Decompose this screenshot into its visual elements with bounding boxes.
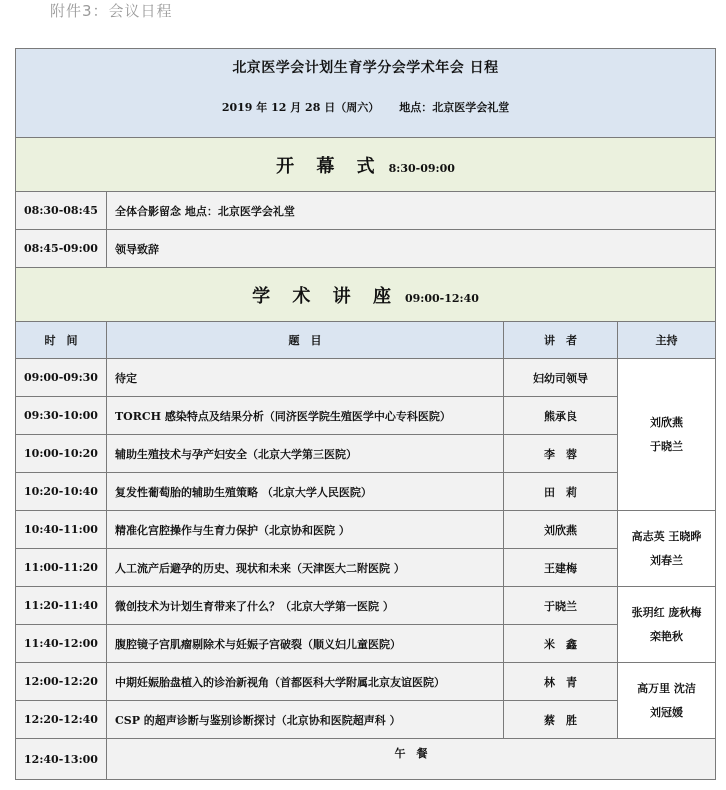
opening-row-text: 领导致辞 [107, 230, 716, 268]
annex-label: 附件3：会议日程 [50, 2, 173, 20]
session-speaker: 熊承良 [504, 397, 618, 435]
opening-row-2 [16, 230, 716, 268]
session-time: 09:30-10:00 [16, 397, 107, 435]
opening-row-1 [16, 192, 716, 230]
column-header-host: 主持 [618, 322, 716, 359]
session-time: 10:40-11:00 [16, 511, 107, 549]
table-row [16, 511, 716, 549]
session-time: 12:20-12:40 [16, 701, 107, 739]
session-time: 12:00-12:20 [16, 663, 107, 701]
session-speaker: 林 青 [504, 663, 618, 701]
host-line: 栾艳秋 [650, 629, 683, 643]
session-host-group-3 [618, 587, 716, 663]
table-row [16, 397, 716, 435]
session-topic: 待定 [107, 359, 504, 397]
session-speaker: 妇幼司领导 [504, 359, 618, 397]
opening-row-text: 全体合影留念 地点：北京医学会礼堂 [107, 192, 716, 230]
session-topic: 复发性葡萄胎的辅助生殖策略 （北京大学人民医院） [107, 473, 504, 511]
column-header-speaker: 讲 者 [504, 322, 618, 359]
session-speaker: 于晓兰 [504, 587, 618, 625]
session-time: 11:00-11:20 [16, 549, 107, 587]
table-row [16, 663, 716, 701]
lunch-time: 12:40-13:00 [16, 739, 107, 780]
session-topic: CSP 的超声诊断与鉴别诊断探讨（北京协和医院超声科 ） [107, 701, 504, 739]
session-time: 11:20-11:40 [16, 587, 107, 625]
table-row [16, 473, 716, 511]
opening-row-time: 08:30-08:45 [16, 192, 107, 230]
opening-row-time: 08:45-09:00 [16, 230, 107, 268]
lunch-label: 午 餐 [107, 739, 716, 780]
conference-date: 2019 年 12 月 28 日（周六） [221, 101, 380, 114]
session-host-group-1 [618, 359, 716, 511]
column-header-time: 时 间 [16, 322, 107, 359]
session-topic: 中期妊娠胎盘植入的诊治新视角（首都医科大学附属北京友谊医院） [107, 663, 504, 701]
session-time: 11:40-12:00 [16, 625, 107, 663]
conference-title: 北京医学会计划生育学分会学术年会 日程 [232, 60, 499, 76]
session-speaker: 米 鑫 [504, 625, 618, 663]
session-speaker: 王建梅 [504, 549, 618, 587]
session-topic: 辅助生殖技术与孕产妇安全（北京大学第三医院） [107, 435, 504, 473]
column-header-topic: 题 目 [107, 322, 504, 359]
title-row [16, 49, 716, 138]
lecture-section-row [16, 268, 716, 322]
opening-section-cell [16, 138, 716, 192]
session-topic: 微创技术为计划生育带来了什么？（北京大学第一医院 ） [107, 587, 504, 625]
host-line: 刘冠媛 [650, 705, 683, 719]
session-time: 10:00-10:20 [16, 435, 107, 473]
lecture-section-name: 学 术 讲 座 [252, 285, 399, 307]
table-row [16, 587, 716, 625]
conference-subtitle [16, 99, 715, 115]
host-line: 高志英 王晓晔 [631, 529, 702, 543]
session-topic: 腹腔镜子宫肌瘤剔除术与妊娠子宫破裂（顺义妇儿童医院） [107, 625, 504, 663]
session-speaker: 田 莉 [504, 473, 618, 511]
host-line: 张玥红 庞秋梅 [631, 605, 702, 619]
table-row [16, 435, 716, 473]
schedule-table [15, 48, 716, 780]
lunch-row [16, 739, 716, 780]
host-line: 刘欣燕 [650, 415, 683, 429]
session-topic: 精准化宫腔操作与生育力保护（北京协和医院 ） [107, 511, 504, 549]
table-row [16, 625, 716, 663]
session-speaker: 刘欣燕 [504, 511, 618, 549]
session-time: 10:20-10:40 [16, 473, 107, 511]
opening-section-time: 8:30-09:00 [388, 161, 455, 175]
session-host-group-4 [618, 663, 716, 739]
session-speaker: 李 蓉 [504, 435, 618, 473]
table-row [16, 701, 716, 739]
table-row [16, 359, 716, 397]
session-topic: TORCH 感染特点及结果分析（同济医学院生殖医学中心专科医院） [107, 397, 504, 435]
lecture-section-time: 09:00-12:40 [404, 291, 479, 305]
host-line: 于晓兰 [650, 439, 683, 453]
session-time: 09:00-09:30 [16, 359, 107, 397]
host-line: 刘春兰 [650, 553, 683, 567]
lecture-section-cell [16, 268, 716, 322]
session-topic: 人工流产后避孕的历史、现状和未来（天津医大二附医院 ） [107, 549, 504, 587]
session-host-group-2 [618, 511, 716, 587]
table-row [16, 549, 716, 587]
opening-section-name: 开 幕 式 [276, 155, 383, 177]
host-line: 高万里 沈洁 [637, 681, 696, 695]
session-speaker: 蔡 胜 [504, 701, 618, 739]
conference-place: 地点：北京医学会礼堂 [399, 101, 510, 114]
title-cell [16, 49, 716, 138]
opening-section-row [16, 138, 716, 192]
column-header-row [16, 322, 716, 359]
